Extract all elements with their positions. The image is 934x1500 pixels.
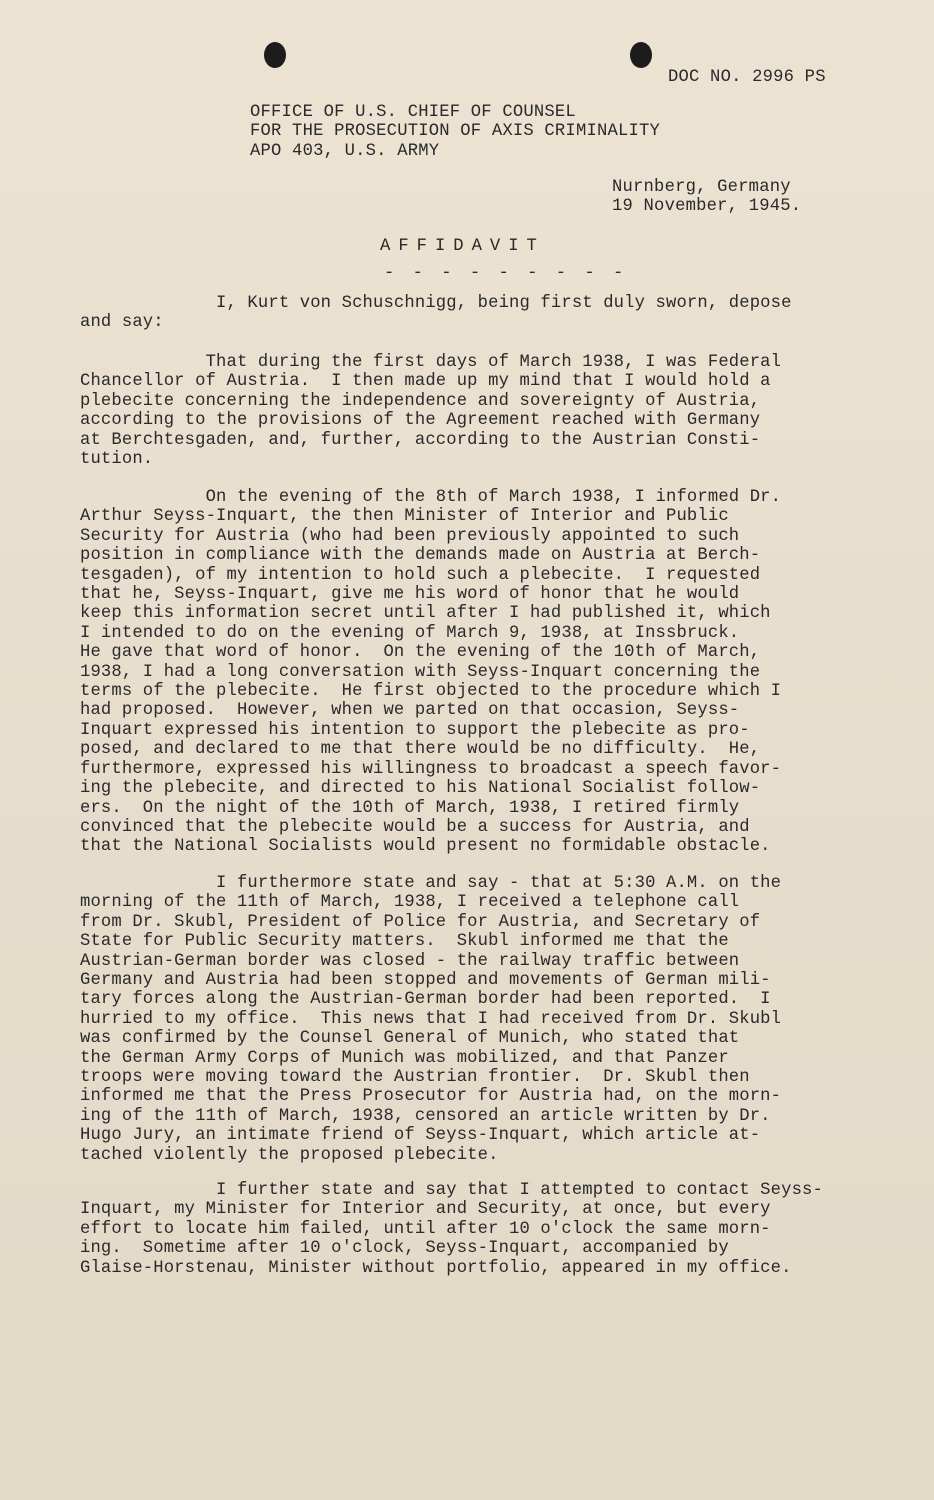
paragraph-border-closed: I furthermore state and say - that at 5:30 A.M. on the morning of the 11th of March, 1938, I received a telephone call from Dr. Skubl, President of Police for Austria, and Secretary of State for Public Security matters. Skubl informed me that the Austrian-German border was closed - the railway traffic between Germany and Austria had been stopped and movements of German mili- tary forces along the Austrian-German border had been reported. I hurried to my office. This news that I had received from Dr. Skubl was confirmed by the Counsel General of Munich, who stated that the German Army Corps of Munich was mobilized, and that Panzer troops were moving toward the Austrian frontier. Dr. Skubl then informed me that the Press Prosecutor for Austria had, on the morn- ing of the 11th of March, 1938, censored an article written by Dr. Hugo Jury, an intimate friend of Seyss-Inquart, which article at- tached violently the proposed plebecite. <box>80 874 782 1165</box>
affidavit-title: AFFIDAVIT <box>380 237 545 256</box>
paragraph-contact-attempt: I further state and say that I attempted to contact Seyss- Inquart, my Minister for Interior and Security, at once, but every effort to locate him failed, until after 10 o'clock the same morn- ing. Sometime after 10 o'clock, Seyss-Inquart, accompanied by Glaise-Horstenau, Minister without portfolio, appeared in my office. <box>80 1181 823 1278</box>
punch-hole-left <box>264 42 286 68</box>
paragraph-plebecite-plan: That during the first days of March 1938, I was Federal Chancellor of Austria. I then made up my mind that I would hold a plebecite concerning the independence and sovereignty of Austria, according to the provisions of the Agreement reached with Germany at Berchtesgaden, and, further, according to the Austrian Consti- tution. <box>80 353 782 470</box>
document-number: DOC NO. 2996 PS <box>668 68 826 87</box>
place-and-date: Nurnberg, Germany 19 November, 1945. <box>612 178 802 217</box>
paragraph-oath: I, Kurt von Schuschnigg, being first duly sworn, depose and say: <box>80 294 792 333</box>
office-heading: OFFICE OF U.S. CHIEF OF COUNSEL FOR THE PROSECUTION OF AXIS CRIMINALITY APO 403, U.S. ARMY <box>250 103 661 161</box>
punch-hole-right <box>630 42 652 68</box>
paragraph-seyss-inquart-meeting: On the evening of the 8th of March 1938, I informed Dr. Arthur Seyss-Inquart, the then Minister of Interior and Public Security for Austria (who had been previously appointed to such position in compliance with the demands made on Austria at Berch- tesgaden), of my intention to hold such a plebecite. I requested that he, Seyss-Inquart, give me his word of honor that he would keep this information secret until after I had published it, which I intended to do on the evening of March 9, 1938, at Inssbruck. He gave that word of honor. On the evening of the 10th of March, 1938, I had a long conversation with Seyss-Inquart concerning the terms of the plebecite. He first objected to the procedure which I had proposed. However, when we parted on that occasion, Seyss- Inquart expressed his intention to support the plebecite as pro- posed, and declared to me that there would be no difficulty. He, furthermore, expressed his willingness to broadcast a speech favor- ing the plebecite, and directed to his National Socialist follow- ers. On the night of the 10th of March, 1938, I retired firmly convinced that the plebecite would be a success for Austria, and that the National Socialists would present no formidable obstacle. <box>80 488 782 857</box>
title-underline: - - - - - - - - - <box>384 264 628 283</box>
